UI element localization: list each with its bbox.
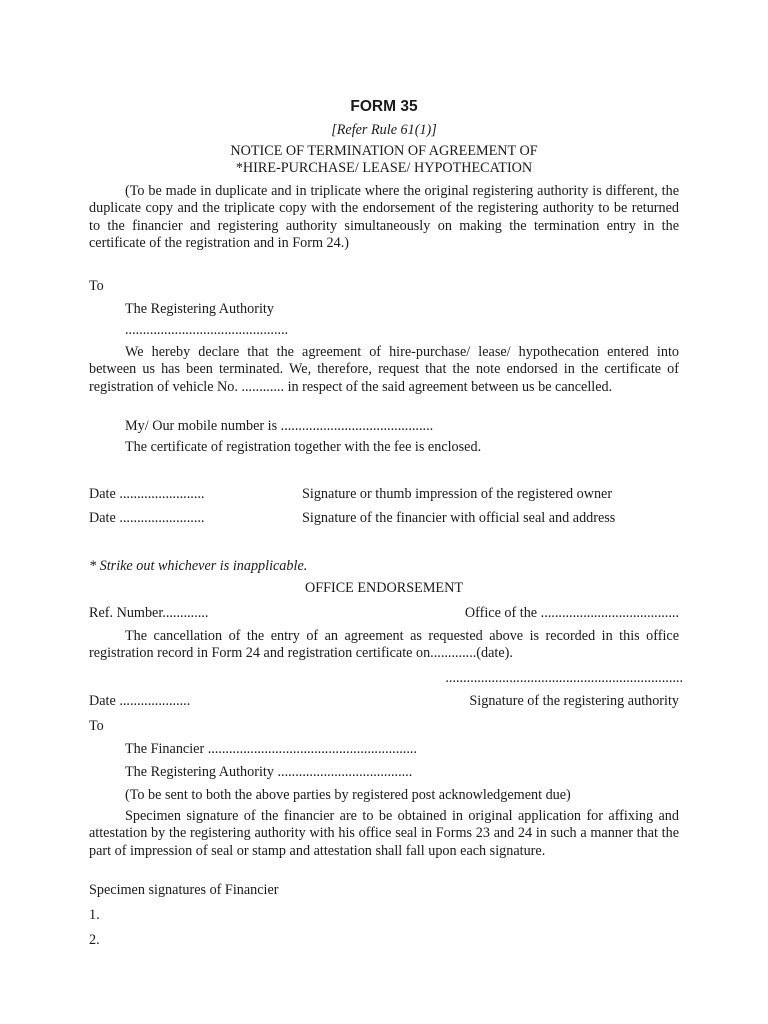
strike-out-note: * Strike out whichever is inapplicable. (89, 558, 308, 574)
registered-post-note: (To be sent to both the above parties by registered post acknowledgement due) (125, 787, 571, 803)
intro-paragraph: (To be made in duplicate and in triplicate where the original registering authority is different, the duplicate copy and the triplicate copy with the endorsement of the registering authority to be returned to the financier and registering authority simultaneously on making the termination entry in the certificate of the registration and in Form 24.) (89, 183, 679, 252)
mobile-number-line: My/ Our mobile number is ........................................... (125, 418, 434, 434)
office-endorsement-heading: OFFICE ENDORSEMENT (304, 580, 464, 596)
registering-authority-line: The Registering Authority ...................................... (125, 764, 413, 780)
notice-heading-line2: *HIRE-PURCHASE/ LEASE/ HYPOTHECATION (235, 160, 533, 176)
owner-signature-label: Signature or thumb impression of the registered owner (302, 486, 613, 502)
specimen-item-1: 1. (89, 907, 100, 923)
authority-signature-label: Signature of the registering authority (469, 693, 679, 709)
date-authority: Date .................... (89, 693, 191, 709)
notice-heading-line1: NOTICE OF TERMINATION OF AGREEMENT OF (230, 143, 538, 159)
date-owner: Date ........................ (89, 486, 205, 502)
ref-number: Ref. Number............. (89, 605, 209, 621)
financier-signature-label: Signature of the financier with official seal and address (302, 510, 616, 526)
office-of: Office of the ....................................... (464, 605, 679, 621)
specimen-paragraph: Specimen signature of the financier are to be obtained in original application for affixing and attestation by the registering authority with his office seal in Forms 23 and 24 in such a manner that the part of impression of seal or stamp and attestation shall fall upon each signature. (89, 808, 679, 859)
date-financier: Date ........................ (89, 510, 205, 526)
specimen-item-2: 2. (89, 932, 100, 948)
addressee-dots: .............................................. (125, 322, 289, 338)
cancellation-paragraph: The cancellation of the entry of an agreement as requested above is recorded in this office registration record in Form 24 and registration certificate on.............(date). (89, 628, 679, 662)
specimen-signatures-label: Specimen signatures of Financier (89, 882, 279, 898)
form-title: FORM 35 (350, 98, 418, 115)
financier-line: The Financier ........................................................... (125, 741, 417, 757)
to-label: To (89, 278, 104, 294)
declaration-paragraph: We hereby declare that the agreement of hire-purchase/ lease/ hypothecation entered into between us has been terminated. We, therefore, request that the note endorsed in the certificate of registration of vehicle No. ............ in respect of the said agreement between us be cancelled. (89, 344, 679, 395)
enclosure-line: The certificate of registration together with the fee is enclosed. (125, 439, 482, 455)
to-label-2: To (89, 718, 104, 734)
rule-reference: [Refer Rule 61(1)] (331, 122, 437, 138)
addressee: The Registering Authority (125, 301, 274, 317)
authority-signature-dots: ................................................................... (445, 670, 683, 686)
